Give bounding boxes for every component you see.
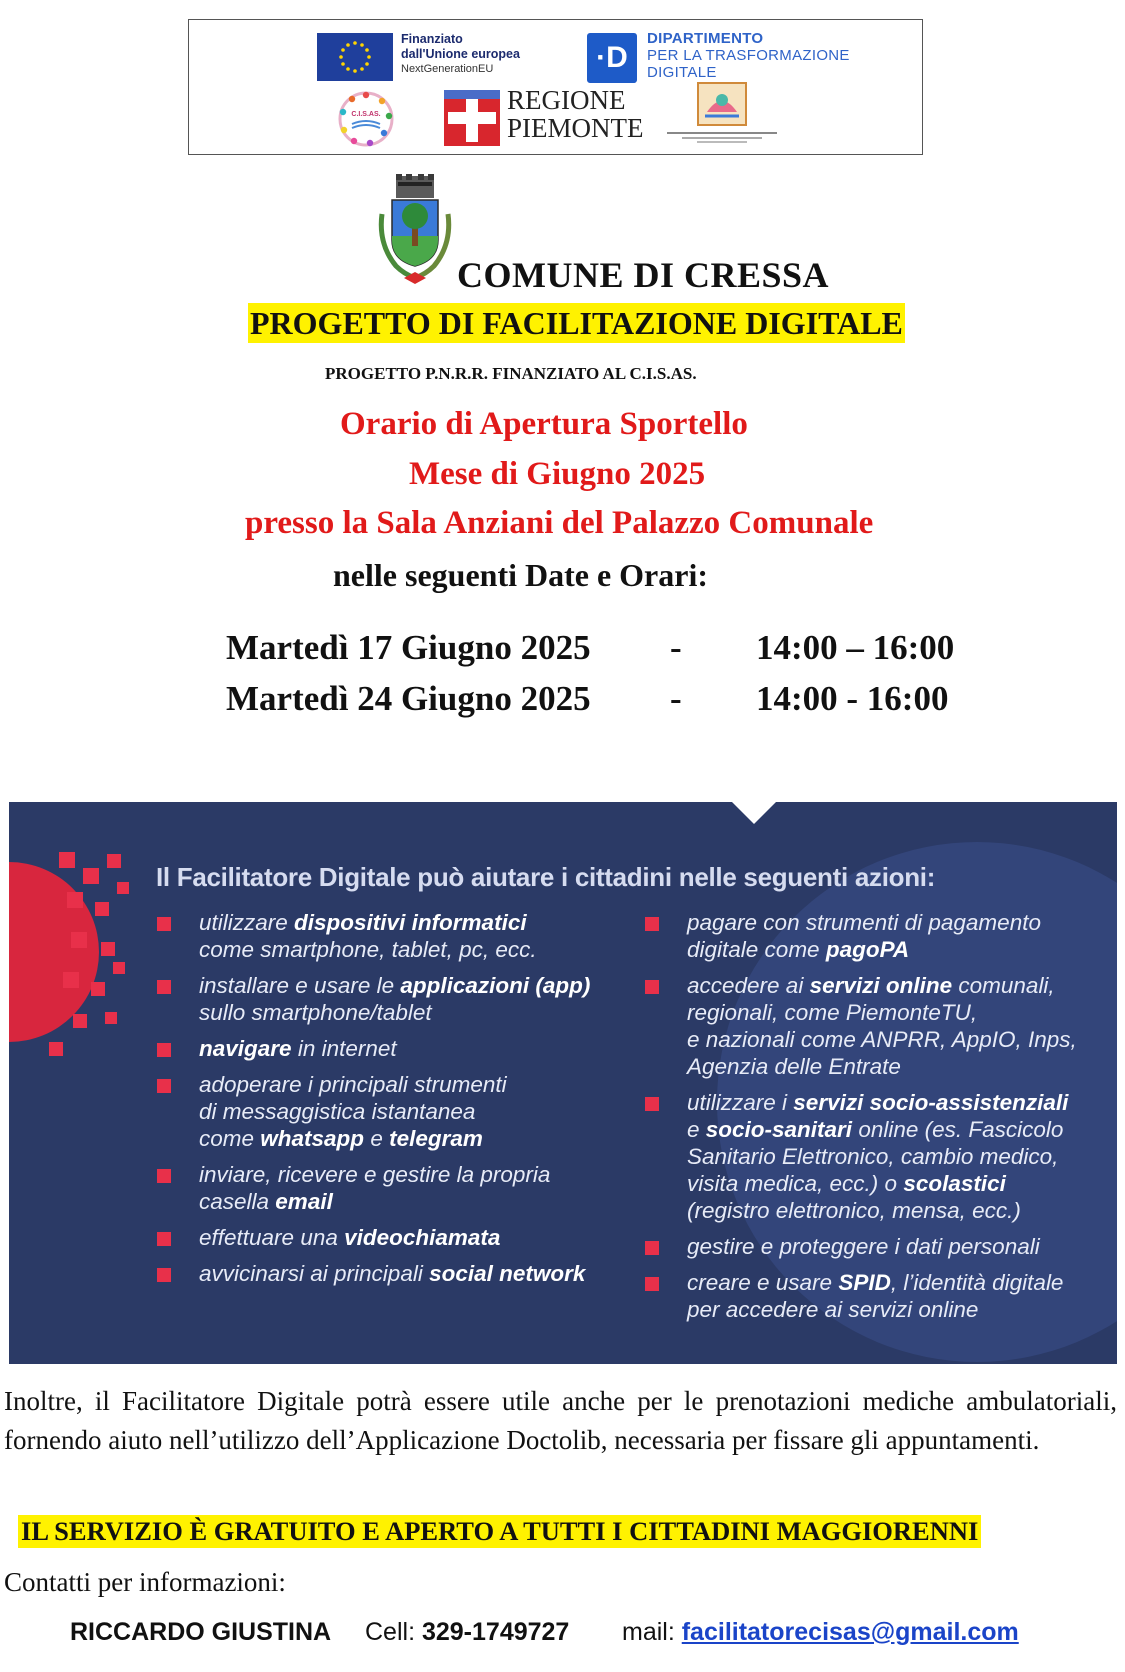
cell-label: Cell: — [365, 1618, 422, 1646]
eu-funding-text: Finanziato dall'Unione europea NextGenerationEU — [401, 32, 520, 75]
cell-number[interactable]: 329-1749727 — [421, 1618, 570, 1646]
contact-phone — [365, 1618, 569, 1647]
partner-logos-banner — [188, 19, 923, 155]
mese-heading: Mese di Giugno 2025 — [409, 456, 706, 492]
schedule-time: 14:00 - 16:00 — [756, 679, 949, 718]
dates-intro: nelle seguenti Date e Orari: — [333, 557, 708, 593]
orario-heading: Orario di Apertura Sportello — [340, 406, 748, 442]
facilitatore-panel — [9, 802, 1117, 1364]
panel-notch — [732, 802, 776, 824]
schedule-date: Martedì 17 Giugno 2025 — [226, 628, 591, 667]
cressa-coat-of-arms-icon — [374, 174, 456, 286]
location-heading: presso la Sala Anziani del Palazzo Comunale — [245, 505, 874, 541]
consorzio-logo-icon — [697, 82, 747, 126]
action-item: adoperare i principali strumenti di messaggistica istantanea come whatsapp e telegram — [157, 1071, 617, 1152]
schedule-time: 14:00 – 16:00 — [756, 628, 955, 667]
actions-list-right — [645, 909, 1115, 1332]
action-item: installare e usare le applicazioni (app) sullo smartphone/tablet — [157, 972, 617, 1026]
schedule-date: Martedì 24 Giugno 2025 — [226, 679, 591, 718]
schedule-separator: - — [670, 628, 682, 667]
contact-name: RICCARDO GIUSTINA — [70, 1618, 332, 1646]
cisas-logo-icon — [334, 90, 398, 148]
consorzio-caption-icon — [667, 130, 777, 144]
pnrr-subtitle: PROGETTO P.N.R.R. FINANZIATO AL C.I.S.AS. — [325, 364, 697, 383]
action-item: accedere ai servizi online comunali, regionali, come PiemonteTU, e nazionali come ANPRR, AppIO, Inps, Agenzia delle Entrate — [645, 972, 1115, 1080]
progetto-title: PROGETTO DI FACILITAZIONE DIGITALE — [250, 305, 903, 341]
action-item: utilizzare dispositivi informatici come smartphone, tablet, pc, ecc. — [157, 909, 617, 963]
pixel-decoration-icon — [9, 842, 149, 1102]
panel-title: Il Facilitatore Digitale può aiutare i cittadini nelle seguenti azioni: — [156, 862, 936, 892]
free-service-banner: IL SERVIZIO È GRATUITO E APERTO A TUTTI I CITTADINI MAGGIORENNI — [18, 1515, 981, 1548]
dtd-text: DIPARTIMENTO PER LA TRASFORMAZIONE DIGITALE — [647, 30, 850, 81]
email-link[interactable]: facilitatorecisas@gmail.com — [681, 1618, 1019, 1646]
action-item: navigare in internet — [157, 1035, 617, 1062]
action-item: inviare, ricevere e gestire la propria casella email — [157, 1161, 617, 1215]
doctolib-paragraph: Inoltre, il Facilitatore Digitale potrà essere utile anche per le prenotazioni mediche ambulatoriali, fornendo aiuto nell’utilizzo dell’Applicazione Doctolib, necessaria per fissare gli appuntamenti. — [4, 1386, 1117, 1455]
regione-piemonte-shield-icon — [444, 90, 500, 146]
mail-label: mail: — [622, 1618, 682, 1646]
schedule-row — [226, 628, 996, 672]
action-item: creare e usare SPID, l’identità digitale per accedere ai servizi online — [645, 1269, 1115, 1323]
comune-title: COMUNE DI CRESSA — [457, 255, 830, 295]
svg-text:C.I.S.AS.: C.I.S.AS. — [351, 111, 381, 118]
action-item: pagare con strumenti di pagamento digitale come pagoPA — [645, 909, 1115, 963]
action-item: effettuare una videochiamata — [157, 1224, 617, 1251]
actions-list-left — [157, 909, 617, 1296]
schedule-separator: - — [670, 679, 682, 718]
schedule-row — [226, 679, 996, 723]
action-item: utilizzare i servizi socio-assistenziali e socio-sanitari online (es. Fascicolo Sanitario Elettronico, cambio medico, visita medica, ecc.) o scolastici (registro elettronico, mensa, ecc.) — [645, 1089, 1115, 1224]
action-item: gestire e proteggere i dati personali — [645, 1233, 1115, 1260]
contacts-label: Contatti per informazioni: — [4, 1567, 286, 1597]
action-item: avvicinarsi ai principali social network — [157, 1260, 617, 1287]
contact-email — [622, 1618, 1019, 1647]
eu-flag-icon — [317, 33, 393, 81]
regione-piemonte-text: REGIONE PIEMONTE — [507, 85, 644, 143]
dtd-logo-icon: ·D — [587, 33, 637, 83]
